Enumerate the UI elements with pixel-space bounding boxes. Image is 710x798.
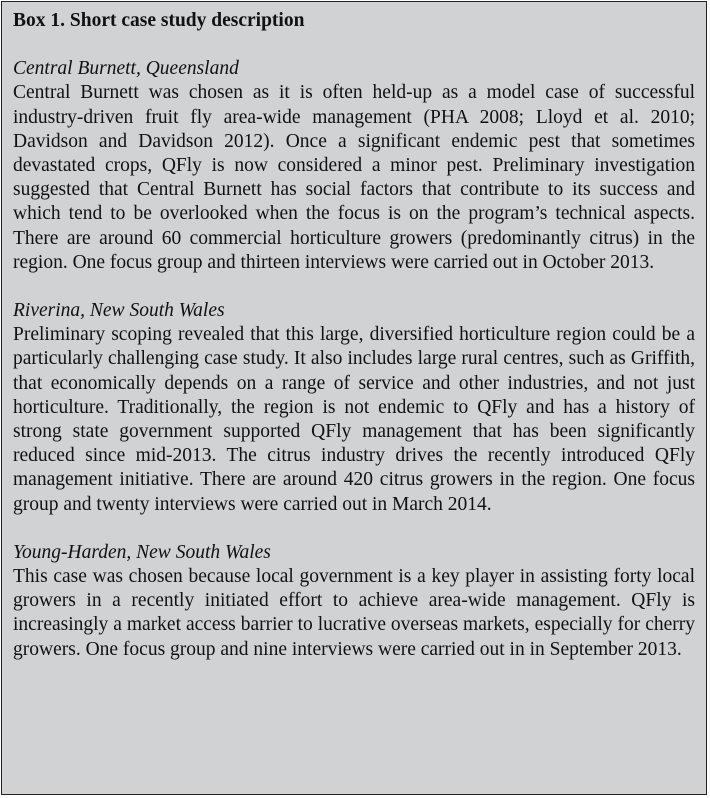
case-study-box bbox=[1, 1, 707, 795]
case-section-central-burnett bbox=[13, 57, 695, 275]
case-section-young-harden bbox=[13, 541, 695, 662]
section-heading: Central Burnett, Queensland bbox=[13, 58, 239, 80]
section-heading: Young-Harden, New South Wales bbox=[13, 541, 271, 563]
section-body: This case was chosen because local government is a key player in assisting forty local growers in a recently initiated effort to achieve area-wide management. QFly is increasingly a market access barrier to lucrative overseas markets, especially for cherry growers. One focus group and nine interviews were carried out in in September 2013. bbox=[13, 566, 695, 660]
case-section-riverina bbox=[13, 299, 695, 517]
box-title: Box 1. Short case study description bbox=[13, 10, 305, 31]
section-body: Central Burnett was chosen as it is often held-up as a model case of successful industry-driven fruit fly area-wide management (PHA 2008; Lloyd et al. 2010; Davidson and Davidson 2012). Once a significant endemic pest that sometimes devastated crops, QFly is now considered a minor pest. Preliminary investigation suggested that Central Burnett has social factors that contribute to its success and which tend to be overlooked when the focus is on the program’s technical aspects. There are around 60 commercial horticulture growers (predominantly citrus) in the region. One focus group and thirteen interviews were carried out in October 2013. bbox=[13, 82, 695, 273]
section-body: Preliminary scoping revealed that this large, diversified horticulture region could be a particularly challenging case study. It also includes large rural centres, such as Griffith, that economically depends on a range of service and other industries, and not just horticulture. Traditionally, the region is not endemic to QFly and has a history of strong state government supported QFly management that has been significantly reduced since mid-2013. The citrus industry drives the recently introduced QFly management initiative. There are around 420 citrus growers in the region. One focus group and twenty interviews were carried out in March 2014. bbox=[13, 324, 695, 515]
section-heading: Riverina, New South Wales bbox=[13, 300, 225, 322]
